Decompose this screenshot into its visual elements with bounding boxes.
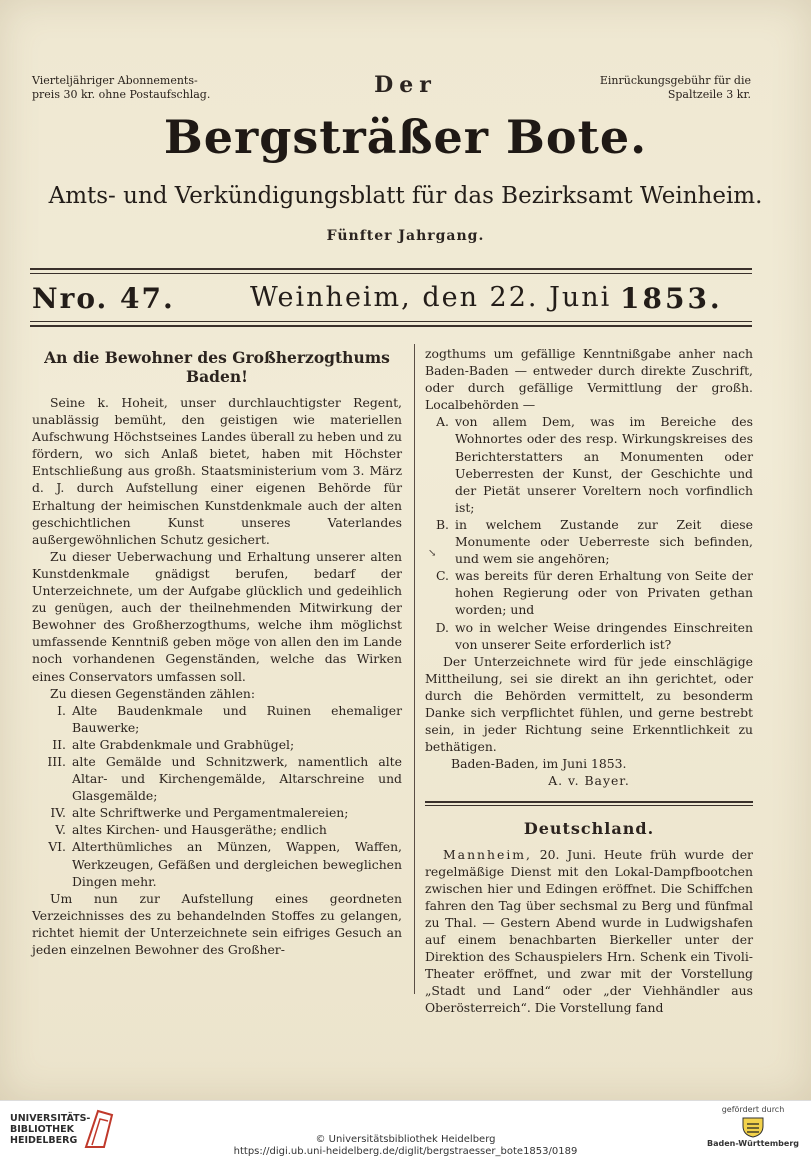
list-item xyxy=(425,619,753,653)
list-label: VI. xyxy=(48,839,66,855)
funder-name: Baden-Württemberg xyxy=(707,1139,800,1148)
footer-copyright xyxy=(0,1134,811,1158)
list-label: B. xyxy=(435,516,449,532)
insertion-fee xyxy=(581,74,751,102)
list-label: II. xyxy=(52,736,66,752)
list-text: wo in welcher Weise dringendes Einschreiten von unserer Seite erforderlich ist? xyxy=(455,619,753,652)
article-paragraph-2: Zu dieser Ueberwachung und Erhaltung unserer alten Kunstdenkmale gnädigst berufen, bedarf der Unterzeichnete, um der Aufgabe glücklich und gedeihlich zu genügen, auch der theilnehmenden Mitwirkung der Bewohner des Großherzogthums, welche ihm möglichst umfassende Kenntniß geben möge von allen den im Lande noch vorhandenen Gegenständen, welche das Wirken eines Conservators umfassen soll. xyxy=(32,548,402,684)
list-label: IV. xyxy=(50,805,66,821)
top-rule xyxy=(30,268,752,270)
list-item xyxy=(32,702,402,736)
list-label: I. xyxy=(57,702,66,718)
right-column xyxy=(425,345,753,1016)
issue-year: 1853. xyxy=(620,282,723,315)
masthead-der: Der xyxy=(374,72,437,98)
list-item xyxy=(32,804,402,821)
list-label: A. xyxy=(436,414,449,430)
section-rule-thin xyxy=(425,805,753,806)
objects-list xyxy=(32,702,402,890)
fee-line-2: Spaltzeile 3 kr. xyxy=(667,88,751,101)
bottom-rule xyxy=(30,325,752,327)
news-place: Mannheim, xyxy=(443,846,532,862)
list-text: in welchem Zustande zur Zeit diese Monumente oder Ueberreste sich befinden, und wem sie angehören; xyxy=(455,516,753,567)
digitization-footer xyxy=(0,1100,811,1158)
section-rule xyxy=(425,801,753,803)
signoff-place-date: Baden-Baden, im Juni 1853. xyxy=(451,756,627,772)
newspaper-title: Bergsträßer Bote. xyxy=(163,110,648,164)
left-column xyxy=(32,348,402,958)
column-divider xyxy=(414,344,415,994)
volume-year: Fünfter Jahrgang. xyxy=(326,228,485,244)
copyright-text: © Universitätsbibliothek Heidelberg xyxy=(315,1134,496,1145)
library-line-2: BIBLIOTHEK xyxy=(10,1124,74,1135)
list-item xyxy=(32,753,402,804)
article-paragraph-4: Um nun zur Aufstellung eines geordneten Verzeichnisses des zu behandelnden Stoffes zu gelangen, richtet hiemit der Unterzeichnete sein eifriges Gesuch an jeden einzelnen Bewohner des Großher- xyxy=(32,890,402,957)
list-item xyxy=(425,567,753,618)
list-item xyxy=(425,413,753,516)
list-text: von allem Dem, was im Bereiche des Wohnortes oder des resp. Wirkungskreises des Berichterstatters an Monumenten oder Ueberresten der Kunst, der Geschichte und der Pietät unserer Voreltern noch vorfindlich ist; xyxy=(455,414,753,515)
bottom-rule-thin xyxy=(30,321,752,322)
article-paragraph-1: Seine k. Hoheit, unser durchlauchtigster Regent, unablässig bemüht, den geistigen wie materiellen Aufschwung Höchstseines Landes überall zu heben und zu fördern, wo sich Anlaß bietet, haben mit Höchster Entschließung aus großh. Staatsministerium vom 3. März d. J. durch Aufstellung einer eigenen Behörde für Erhaltung der heimischen Kunstdenkmale auch der alten geschichtlichen Kunst unseres Vaterlandes außergewöhnlichen Schutz gesichert. xyxy=(32,395,402,547)
article-paragraph-closing: Der Unterzeichnete wird für jede einschlägige Mittheilung, sei sie direkt an ihn gerichtet, oder durch die Behörden vermittelt, zu besonderm Danke sich verpflichtet fühlen, und gerne bestrebt sein, in jeder Richtung seine Erkenntlichkeit zu bethätigen. xyxy=(425,653,753,755)
list-item xyxy=(32,838,402,889)
subscription-line-1: Vierteljähriger Abonnements- xyxy=(32,74,198,87)
signature: A. v. Bayer. xyxy=(548,773,630,789)
article-heading: An die Bewohner des Großherzogthums Baden! xyxy=(44,348,390,386)
fee-line-1: Einrückungsgebühr für die xyxy=(599,74,751,87)
permalink[interactable]: https://digi.ub.uni-heidelberg.de/diglit/bergstraesser_bote1853/0189 xyxy=(233,1146,578,1157)
list-text: Alte Baudenkmale und Ruinen ehemaliger Bauwerke; xyxy=(72,702,402,735)
news-paragraph xyxy=(425,846,753,1017)
list-item xyxy=(32,736,402,753)
list-text: alte Grabdenkmale und Grabhügel; xyxy=(72,736,295,752)
list-text: Alterthümliches an Münzen, Wappen, Waffen, Werkzeugen, Gefäßen und dergleichen beweglichen Dingen mehr. xyxy=(72,839,402,889)
library-line-3: HEIDELBERG xyxy=(10,1135,78,1146)
newspaper-subtitle: Amts- und Verkündigungsblatt für das Bezirksamt Weinheim. xyxy=(48,183,763,209)
subscription-line-2: preis 30 kr. ohne Postaufschlag. xyxy=(32,88,211,101)
list-text: alte Schriftwerke und Pergamentmalereien; xyxy=(72,805,349,821)
list-item xyxy=(425,516,753,567)
funding-credit xyxy=(707,1105,799,1148)
article-continuation: zogthums um gefällige Kenntnißgabe anher nach Baden-Baden — entweder durch direkte Zuschrift, oder durch gefällige Vermittlung der großh. Localbehörden — xyxy=(425,346,753,413)
section-heading: Deutschland. xyxy=(523,819,655,839)
library-line-1: UNIVERSITÄTS- xyxy=(10,1113,91,1124)
issue-number: Nro. 47. xyxy=(32,282,175,315)
baden-wuerttemberg-crest-icon xyxy=(740,1116,766,1138)
top-rule-thin xyxy=(30,273,752,274)
article-paragraph-3: Zu diesen Gegenständen zählen: xyxy=(50,685,256,701)
issue-place-date: Weinheim, den 22. Juni xyxy=(250,282,612,313)
list-text: was bereits für deren Erhaltung von Seite der hohen Regierung oder von Privaten gethan worden; und xyxy=(455,568,753,618)
list-label: III. xyxy=(47,753,66,769)
news-text: 20. Juni. Heute früh wurde der regelmäßige Dienst mit den Lokal-Dampfbootchen zwischen hier und Edingen eröffnet. Die Schiffchen fahren den Tag über sechsmal zu Berg und fünfmal zu Thal. — Gestern Abend wurde in Ludwigshafen auf einem benachbarten Bierkeller unter der Direktion des Schauspielers Hrn. Schenk ein Tivoli-Theater eröffnet, und zwar mit der Vorstellung „Stadt und Land“ oder „der Viehhändler aus Oberösterreich“. Die Vorstellung fand xyxy=(425,846,753,1016)
list-item xyxy=(32,821,402,838)
margin-mark-icon: ↘ xyxy=(428,548,437,559)
list-text: alte Gemälde und Schnitzwerk, namentlich alte Altar- und Kirchengemälde, Altarschreine und Glasgemälde; xyxy=(72,753,402,804)
funded-by-label: gefördert durch xyxy=(721,1105,785,1114)
list-label: V. xyxy=(55,822,66,838)
list-label: D. xyxy=(435,619,449,635)
request-list xyxy=(425,413,753,652)
list-label: C. xyxy=(436,568,449,584)
list-text: altes Kirchen- und Hausgeräthe; endlich xyxy=(72,822,327,838)
